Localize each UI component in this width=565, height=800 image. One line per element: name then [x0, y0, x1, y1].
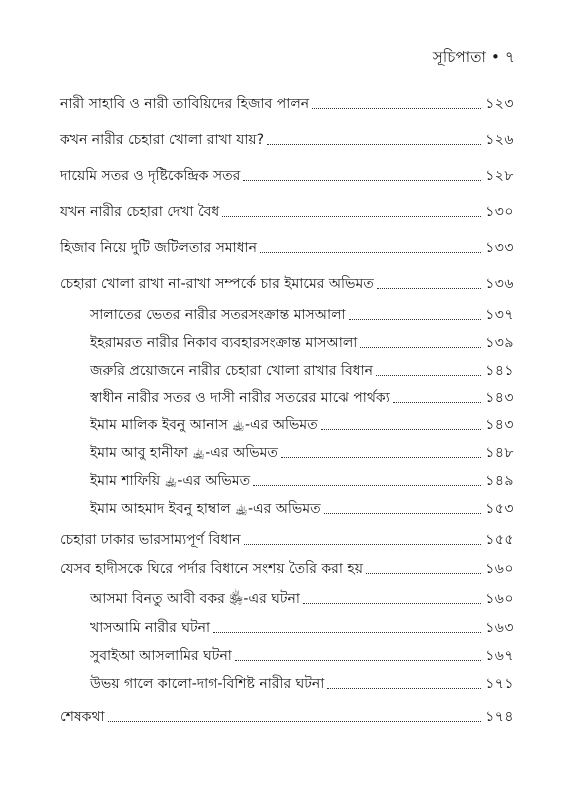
toc-entry-page: ১৬৩: [485, 620, 514, 636]
toc-subentry[interactable]: [90, 496, 514, 518]
dot-leader: [360, 347, 481, 348]
toc-entry-title: যখন নারীর চেহারা দেখা বৈধ: [60, 204, 220, 220]
toc-entry-title: চেহারা ঢাকার ভারসাম্যপূর্ণ বিধান: [60, 532, 241, 548]
toc-entry-page: ১২৩: [485, 96, 514, 112]
toc-entry-page: ১৬০: [485, 561, 514, 577]
dot-leader: [243, 180, 481, 181]
toc-entry-title: হিজাব নিয়ে দুটি জটিলতার সমাধান: [60, 240, 257, 256]
toc-entry-page: ১২৮: [485, 168, 514, 184]
dot-leader: [349, 319, 482, 320]
toc-entry-title: শেষকথা: [60, 709, 105, 725]
toc-entry-title: জরুরি প্রয়োজনে নারীর চেহারা খোলা রাখার বিধান: [90, 363, 373, 379]
dot-leader: [108, 721, 482, 722]
toc-subentry[interactable]: [90, 440, 514, 462]
toc-entry-page: ১৩৬: [485, 276, 514, 292]
toc-entry-page: ১২৬: [485, 132, 514, 148]
toc-entry-title: উভয় গালে কালো-দাগ-বিশিষ্ট নারীর ঘটনা: [90, 676, 325, 692]
toc-entry-title: খাসআমি নারীর ঘটনা: [90, 620, 211, 636]
toc-subentry[interactable]: [90, 330, 514, 352]
toc-entry-title: চেহারা খোলা রাখা না-রাখা সম্পর্কে চার ইমামের অভিমত: [60, 276, 374, 292]
toc-entry-title: ইমাম আবু হানীফা ﵀-এর অভিমত: [90, 445, 278, 461]
toc-entry-page: ১৬০: [485, 591, 514, 607]
toc-entry-title: ইহরামরত নারীর নিকাব ব্যবহারসংক্রান্ত মাসআলা: [90, 335, 358, 351]
toc-subentry[interactable]: [90, 358, 514, 380]
dot-leader: [244, 544, 482, 545]
toc-entry-page: ১৭৪: [485, 709, 514, 725]
dot-leader: [213, 632, 481, 633]
toc-subentry[interactable]: [90, 412, 514, 434]
toc-entry[interactable]: [60, 199, 514, 221]
toc-entry-page: ১৪৯: [485, 473, 514, 489]
dot-leader: [377, 288, 481, 289]
toc-entry-title: কখন নারীর চেহারা খোলা রাখা যায়?: [60, 132, 265, 148]
toc-entry[interactable]: [60, 271, 514, 293]
dot-leader: [235, 660, 481, 661]
dot-leader: [253, 485, 481, 486]
dot-leader: [327, 688, 481, 689]
dot-leader: [267, 144, 481, 145]
dot-leader: [260, 252, 481, 253]
toc-subentry[interactable]: [90, 671, 514, 693]
toc-entry[interactable]: [60, 235, 514, 257]
toc-entry-title: ইমাম শাফিয়ি ﵀-এর অভিমত: [90, 473, 251, 489]
toc-subentry[interactable]: [90, 643, 514, 665]
toc-entry-title: দায়েমি সতর ও দৃষ্টিকেন্দ্রিক সতর: [60, 168, 241, 184]
toc-entry-page: ১৫৩: [485, 501, 514, 517]
running-header: সূচিপাতা • ৭: [432, 48, 515, 66]
toc-entry[interactable]: [60, 527, 514, 549]
toc-entry-page: ১৪৩: [485, 417, 514, 433]
toc-entry-page: ১৩০: [485, 204, 514, 220]
toc-entry-page: ১৫৫: [485, 532, 514, 548]
dot-leader: [393, 402, 481, 403]
toc-entry-title: স্বাধীন নারীর সতর ও দাসী নারীর সতরের মাঝে পার্থক্য: [90, 390, 390, 406]
toc-entry-page: ১৩৩: [485, 240, 514, 256]
toc-subentry[interactable]: [90, 586, 514, 608]
toc-subentry[interactable]: [90, 385, 514, 407]
dot-leader: [312, 108, 481, 109]
dot-leader: [324, 513, 482, 514]
toc-entry[interactable]: [60, 127, 514, 149]
toc-entry-title: যেসব হাদীসকে ঘিরে পর্দার বিধানে সংশয় তৈরি করা হয়: [60, 561, 363, 577]
toc-entry-page: ১৩৭: [485, 307, 514, 323]
dot-leader: [376, 375, 481, 376]
toc-entry-page: ১৭১: [485, 676, 514, 692]
toc-entry-title: সালাতের ভেতর নারীর সতরসংক্রান্ত মাসআলা: [90, 307, 346, 323]
toc-subentry[interactable]: [90, 302, 514, 324]
dot-leader: [281, 457, 481, 458]
toc-entry-title: ইমাম আহমাদ ইবনু হাম্বাল ﵀-এর অভিমত: [90, 501, 321, 517]
toc-entry[interactable]: [60, 163, 514, 185]
toc-entry[interactable]: [60, 556, 514, 578]
toc-entry-page: ১৪১: [485, 363, 514, 379]
toc-entry-page: ১৪৮: [485, 445, 514, 461]
toc-entry-title: নারী সাহাবি ও নারী তাবিয়িদের হিজাব পালন: [60, 96, 310, 112]
dot-leader: [303, 603, 481, 604]
toc-entry-title: সুবাইআ আসলামির ঘটনা: [90, 648, 232, 664]
toc-entry-page: ১৬৭: [485, 648, 514, 664]
toc-entry[interactable]: [60, 704, 514, 726]
dot-leader: [366, 573, 481, 574]
toc-entry-title: ইমাম মালিক ইবনু আনাস ﵀-এর অভিমত: [90, 417, 318, 433]
toc-entry-title: আসমা বিনতু আবী বকর ﵂-এর ঘটনা: [90, 591, 300, 607]
toc-entry-page: ১৪৩: [485, 390, 514, 406]
toc-entry-page: ১৩৯: [485, 335, 514, 351]
dot-leader: [222, 216, 481, 217]
toc-subentry[interactable]: [90, 615, 514, 637]
dot-leader: [321, 429, 482, 430]
toc-subentry[interactable]: [90, 468, 514, 490]
toc-entry[interactable]: [60, 91, 514, 113]
